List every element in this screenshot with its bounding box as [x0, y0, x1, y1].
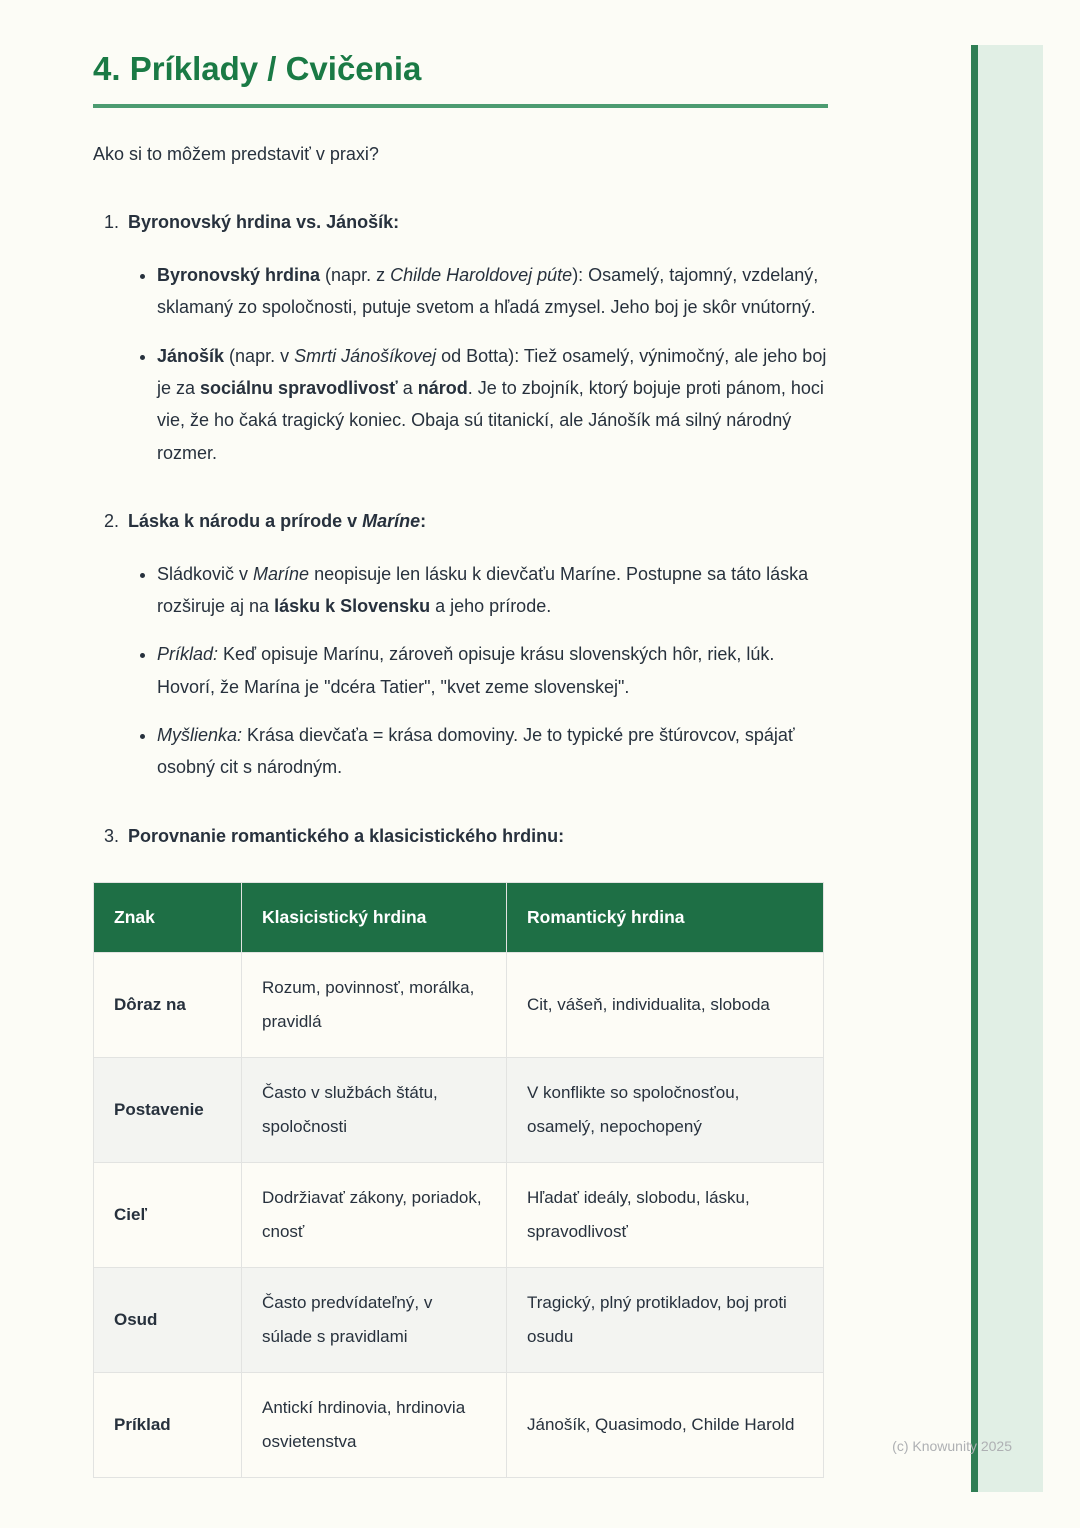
row-label-cell: Postavenie: [94, 1058, 242, 1163]
row-label-cell: Príklad: [94, 1373, 242, 1478]
text-segment: Myšlienka:: [157, 725, 243, 746]
text-segment: Sládkovič v: [157, 563, 254, 584]
item-heading: [93, 820, 828, 852]
text-segment: národ: [417, 377, 468, 398]
bullet-list: [93, 558, 828, 784]
table-header-cell: Znak: [94, 883, 242, 953]
table-cell: Dodržiavať zákony, poriadok, cnosť: [242, 1163, 507, 1268]
item-heading: [93, 505, 828, 537]
item-heading: [93, 206, 828, 238]
text-segment: Maríne: [253, 563, 310, 584]
text-segment: lásku k Slovensku: [274, 595, 431, 616]
table-cell: Cit, vášeň, individualita, sloboda: [507, 953, 824, 1058]
text-segment: Byronovský hrdina: [157, 264, 321, 285]
numbered-list: [93, 206, 828, 852]
right-accent-line: [971, 45, 978, 1492]
item-heading-text: [128, 826, 564, 846]
list-item: [93, 820, 828, 852]
text-segment: Jánošík: [157, 345, 225, 366]
table-cell: Tragický, plný protikladov, boj proti osudu: [507, 1268, 824, 1373]
text-segment: ): Osamelý, tajomný, vzdelaný, sklamaný zo spoločnosti, putuje svetom a hľadá zmysel. Jeho boj je skôr vnútorný.: [157, 264, 819, 318]
text-segment: Smrti Jánošíkovej: [294, 345, 437, 366]
table-cell: Antickí hrdinovia, hrdinovia osvietenstva: [242, 1373, 507, 1478]
row-label-cell: Cieľ: [94, 1163, 242, 1268]
text-segment: Krása dievčaťa = krása domoviny. Je to typické pre štúrovcov, spájať osobný cit s národným.: [157, 725, 795, 778]
row-label-cell: Osud: [94, 1268, 242, 1373]
table-header-row: [94, 883, 824, 953]
text-segment: (napr. z: [320, 264, 391, 285]
content-area: [93, 50, 828, 1478]
text-segment: Childe Haroldovej púte: [390, 264, 573, 285]
table-row: [94, 953, 824, 1058]
text-segment: Porovnanie romantického a klasicistického hrdinu:: [128, 825, 565, 846]
table-row: [94, 1373, 824, 1478]
text-segment: Byronovský hrdina vs. Jánošík:: [128, 212, 400, 233]
table-body: [94, 953, 824, 1478]
bullet-item: [157, 719, 828, 784]
bullet-item: [157, 558, 828, 623]
table-row: [94, 1268, 824, 1373]
row-label-cell: Dôraz na: [94, 953, 242, 1058]
table-header-cell: Klasicistický hrdina: [242, 883, 507, 953]
bullet-item: [157, 638, 828, 703]
table-cell: V konflikte so spoločnosťou, osamelý, nepochopený: [507, 1058, 824, 1163]
item-number: 1.: [104, 212, 125, 233]
watermark: (c) Knowunity 2025: [892, 1438, 1012, 1454]
text-segment: neopisuje len lásku k dievčaťu Maríne. Postupne sa táto láska rozširuje aj na: [157, 563, 809, 616]
table-header: [94, 883, 824, 953]
intro-text: Ako si to môžem predstaviť v praxi?: [93, 144, 379, 164]
text-segment: Maríne: [362, 511, 421, 532]
list-item: [93, 505, 828, 784]
text-segment: :: [420, 511, 427, 532]
table-row: [94, 1058, 824, 1163]
item-heading-text: [128, 511, 426, 531]
text-segment: Príklad:: [157, 644, 219, 665]
text-segment: od Botta): Tiež osamelý, výnimočný, ale jeho boj je za: [157, 345, 827, 398]
item-number: 2.: [104, 511, 125, 532]
text-segment: a: [397, 377, 418, 398]
text-segment: sociálnu spravodlivosť: [200, 377, 398, 398]
table-cell: Rozum, povinnosť, morálka, pravidlá: [242, 953, 507, 1058]
text-segment: . Je to zbojník, ktorý bojuje proti pánom, hoci vie, že ho čaká tragický koniec. Obaja sú titanickí, ale Jánošík má silný národný rozmer.: [157, 377, 824, 463]
table-cell: Jánošík, Quasimodo, Childe Harold: [507, 1373, 824, 1478]
table-cell: Hľadať ideály, slobodu, lásku, spravodlivosť: [507, 1163, 824, 1268]
table-cell: Často predvídateľný, v súlade s pravidlami: [242, 1268, 507, 1373]
bullet-item: [157, 340, 828, 470]
item-heading-text: [128, 212, 399, 232]
comparison-table: [93, 882, 824, 1478]
text-segment: Láska k národu a prírode v: [128, 511, 363, 532]
table-header-cell: Romantický hrdina: [507, 883, 824, 953]
page-title: 4. Príklady / Cvičenia: [93, 50, 828, 108]
list-item: [93, 206, 828, 469]
bullet-list: [93, 259, 828, 469]
text-segment: a jeho prírode.: [430, 595, 552, 616]
text-segment: Keď opisuje Marínu, zároveň opisuje krásu slovenských hôr, riek, lúk. Hovorí, že Marína je "dcéra Tatier", "kvet zeme slovenskej".: [157, 644, 775, 697]
bullet-item: [157, 259, 828, 324]
table-row: [94, 1163, 824, 1268]
right-accent-strip: [978, 45, 1043, 1492]
item-number: 3.: [104, 825, 125, 846]
table-cell: Často v službách štátu, spoločnosti: [242, 1058, 507, 1163]
text-segment: (napr. v: [224, 345, 295, 366]
